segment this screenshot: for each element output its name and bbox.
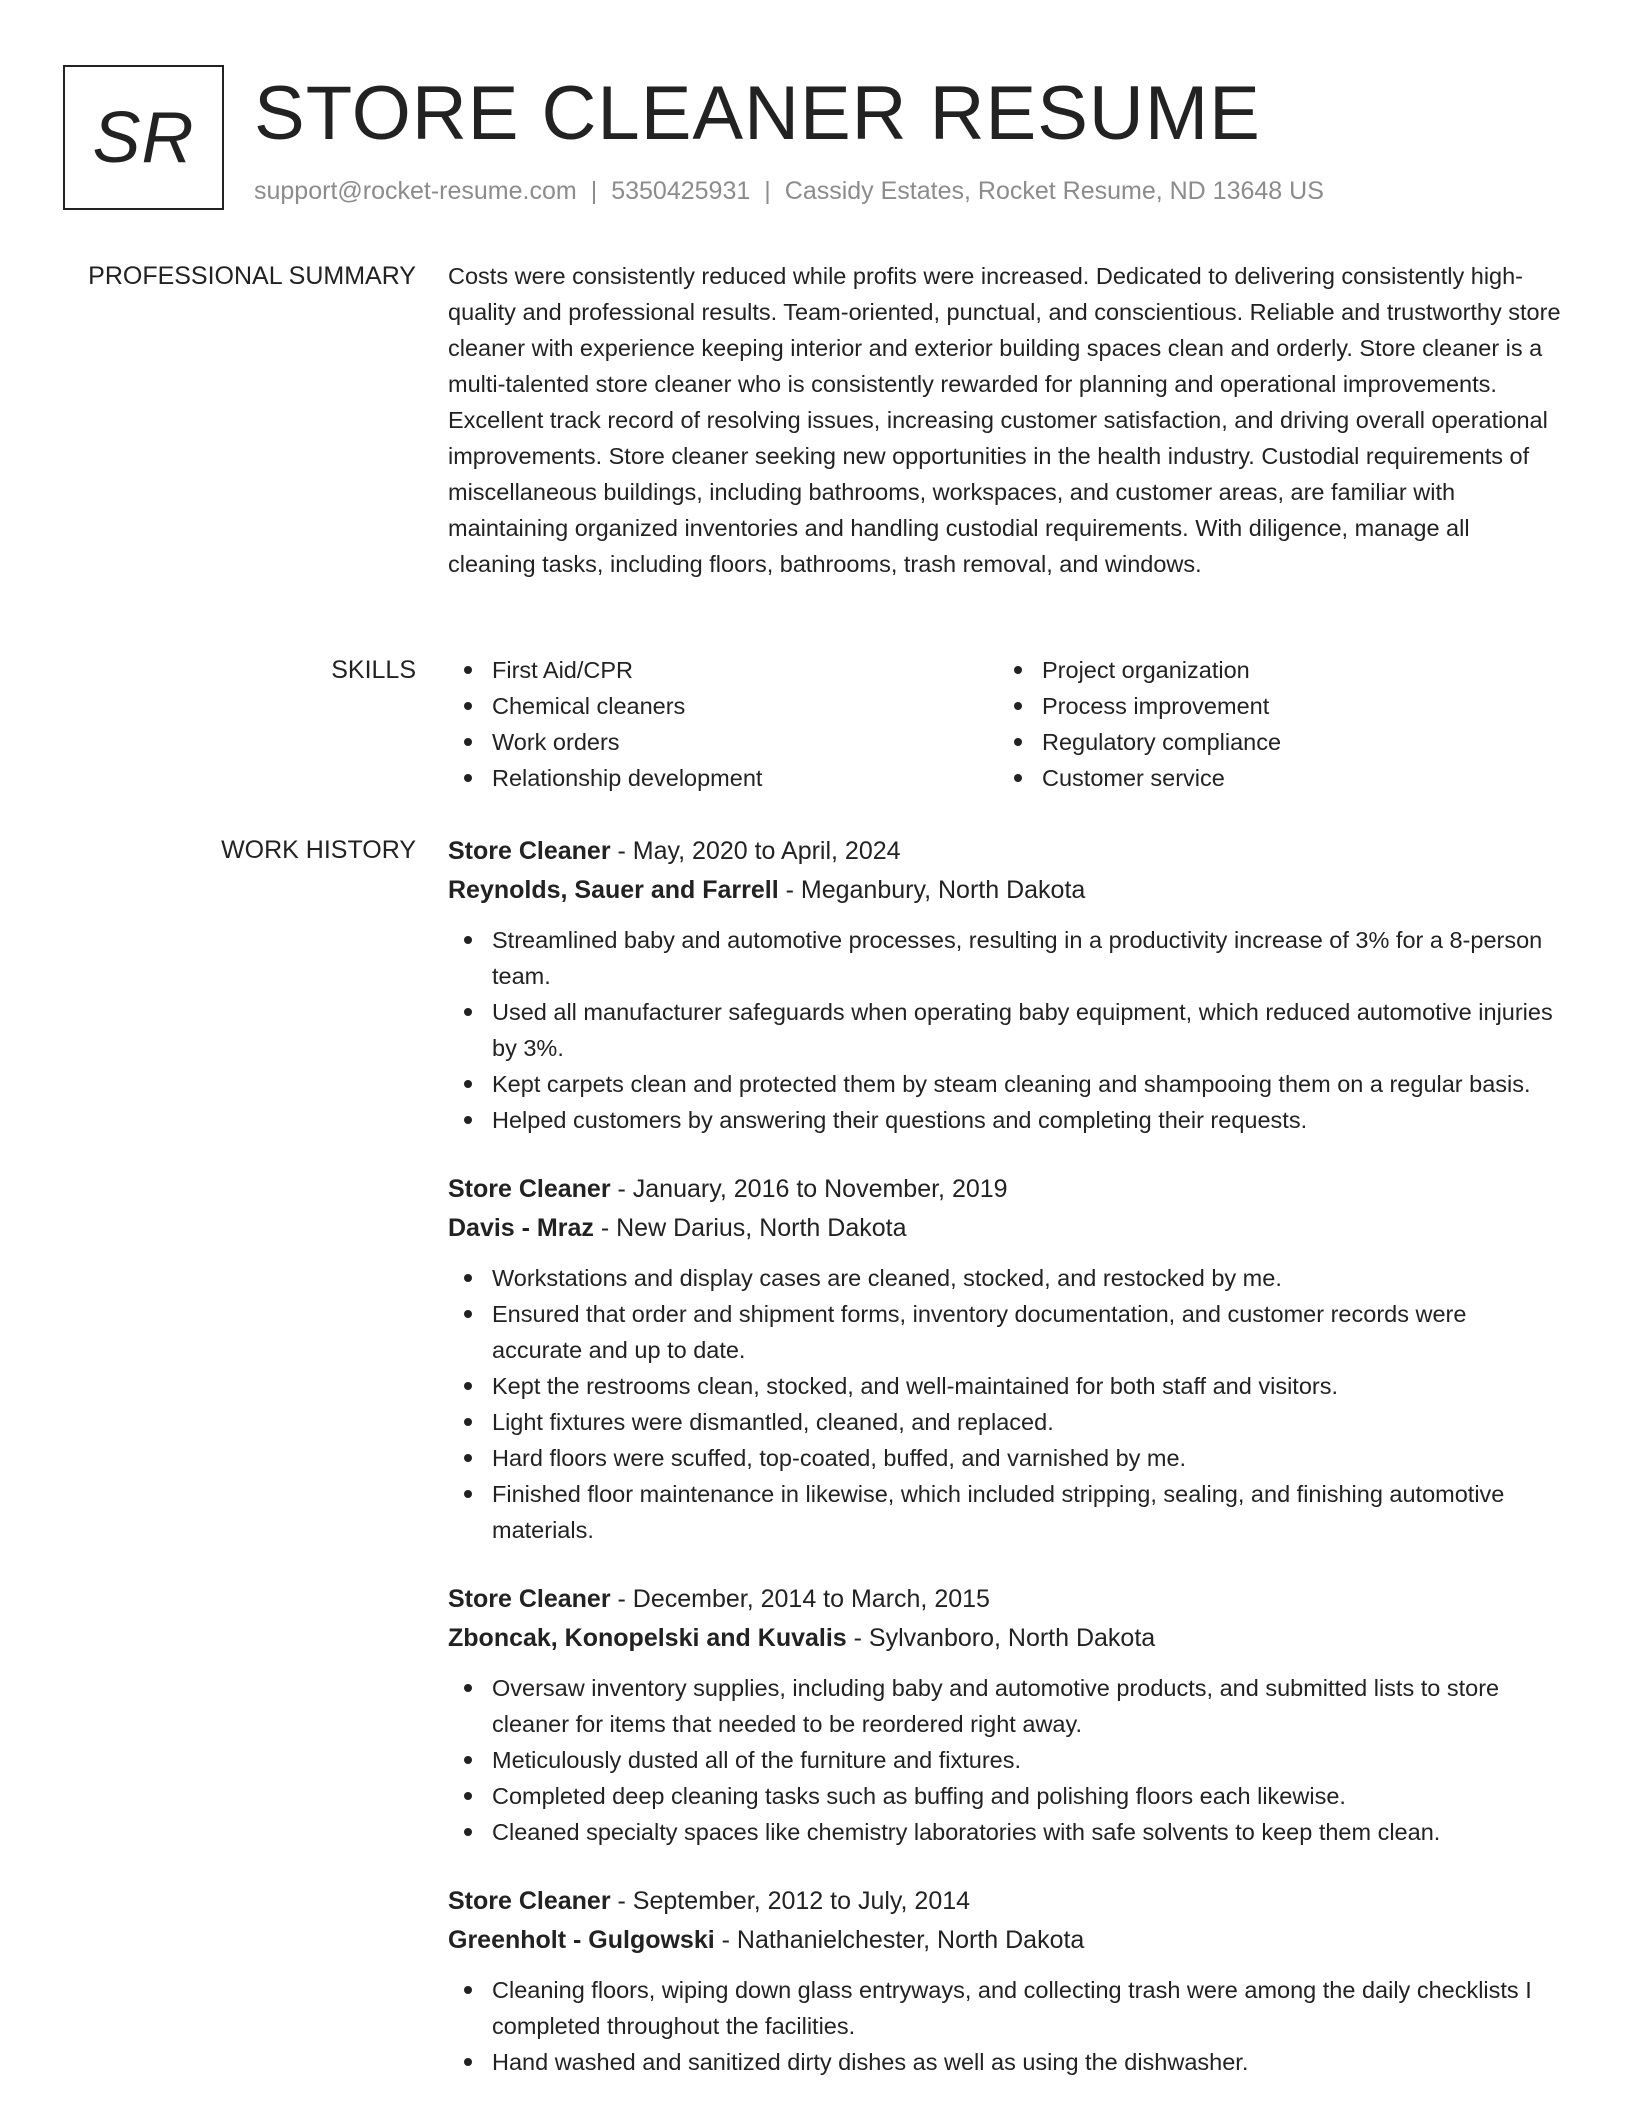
job-employer (448, 1619, 1563, 1658)
summary-text: Costs were consistently reduced while profits were increased. Dedicated to delivering consistently high-quality and professional results. Team-oriented, punctual, and conscientious. Reliable and trustworthy store cleaner with experience keeping interior and exterior building spaces clean and orderly. Store cleaner is a multi-talented store cleaner who is consistently rewarded for planning and operational improvements. Excellent track record of resolving issues, increasing customer satisfaction, and driving overall operational improvements. Store cleaner seeking new opportunities in the health industry. Custodial requirements of miscellaneous buildings, including bathrooms, workspaces, and customer areas, are familiar with maintaining organized inventories and handling custodial requirements. With diligence, manage all cleaning tasks, including floors, bathrooms, trash removal, and windows. (448, 263, 1561, 577)
duty-text: Cleaning floors, wiping down glass entryways, and collecting trash were among the daily checklists I completed throughout the facilities. (492, 1977, 1532, 2039)
duty-item (448, 1972, 1563, 2044)
bullet-icon (464, 1310, 472, 1318)
duty-text: Ensured that order and shipment forms, inventory documentation, and customer records were accurate and up to date. (492, 1301, 1467, 1363)
duty-text: Finished floor maintenance in likewise, which included stripping, sealing, and finishing automotive materials. (492, 1481, 1505, 1543)
duty-text: Kept the restrooms clean, stocked, and well-maintained for both staff and visitors. (492, 1373, 1338, 1399)
job-dates: - January, 2016 to November, 2019 (610, 1175, 1008, 1203)
job-dates: - December, 2014 to March, 2015 (610, 1585, 990, 1613)
skill-item: Work orders (448, 724, 998, 760)
skill-item: Regulatory compliance (998, 724, 1548, 760)
duty-item (448, 1066, 1563, 1102)
job-entry (448, 1580, 1563, 1850)
job-location: - Nathanielchester, North Dakota (714, 1926, 1085, 1954)
company-name: Davis - Mraz (448, 1214, 594, 1242)
duty-item (448, 1440, 1563, 1476)
company-name: Reynolds, Sauer and Farrell (448, 876, 779, 904)
duty-text: Used all manufacturer safeguards when operating baby equipment, which reduced automotive injuries by 3%. (492, 999, 1553, 1061)
duty-item (448, 1742, 1563, 1778)
duty-text: Completed deep cleaning tasks such as buffing and polishing floors each likewise. (492, 1783, 1346, 1809)
job-title: Store Cleaner (448, 1585, 611, 1613)
bullet-icon (464, 738, 472, 746)
job-title: Store Cleaner (448, 1175, 611, 1203)
job-location: - Sylvanboro, North Dakota (846, 1624, 1156, 1652)
duty-item (448, 1102, 1563, 1138)
bullet-icon (1014, 738, 1022, 746)
job-heading (448, 1882, 1563, 1921)
summary-body (448, 258, 1563, 582)
job-entry (448, 1170, 1563, 1548)
job-entry (448, 1882, 1563, 2080)
bullet-icon (464, 936, 472, 944)
bullet-icon (464, 702, 472, 710)
contact-separator: | (764, 177, 771, 205)
job-employer (448, 1921, 1563, 1960)
duty-list (448, 1670, 1563, 1850)
job-employer (448, 1209, 1563, 1248)
duty-item (448, 922, 1563, 994)
contact-separator: | (590, 177, 598, 205)
duty-list (448, 922, 1563, 1138)
job-heading (448, 832, 1563, 871)
bullet-icon (464, 666, 472, 674)
duty-text: Kept carpets clean and protected them by steam cleaning and shampooing them on a regular basis. (492, 1071, 1531, 1097)
bullet-icon (1014, 774, 1022, 782)
duty-text: Cleaned specialty spaces like chemistry laboratories with safe solvents to keep them clean. (492, 1819, 1441, 1845)
duty-text: Streamlined baby and automotive processes, resulting in a productivity increase of 3% for a 8-person team. (492, 927, 1543, 989)
section-heading-skills: SKILLS (331, 656, 416, 684)
bullet-icon (464, 1792, 472, 1800)
bullet-icon (464, 1684, 472, 1692)
bullet-icon (464, 1454, 472, 1462)
skill-item: Customer service (998, 760, 1548, 796)
skills-list (448, 652, 1563, 796)
duty-text: Helped customers by answering their questions and completing their requests. (492, 1107, 1308, 1133)
resume-header (63, 65, 1563, 210)
contact-email: support@rocket-resume.com (254, 177, 577, 205)
company-name: Zboncak, Konopelski and Kuvalis (448, 1624, 847, 1652)
bullet-icon (464, 1828, 472, 1836)
duty-item (448, 1670, 1563, 1742)
duty-list (448, 1972, 1563, 2080)
skill-item: Relationship development (448, 760, 998, 796)
bullet-icon (464, 1116, 472, 1124)
duty-text: Light fixtures were dismantled, cleaned, and replaced. (492, 1409, 1054, 1435)
job-heading (448, 1580, 1563, 1619)
section-heading-work-history: WORK HISTORY (221, 836, 416, 864)
bullet-icon (464, 774, 472, 782)
contact-line (254, 177, 1324, 206)
work-history-body (448, 832, 1563, 2112)
bullet-icon (464, 1008, 472, 1016)
skill-item: Process improvement (998, 688, 1548, 724)
bullet-icon (464, 1418, 472, 1426)
skills-body (448, 652, 1563, 796)
job-dates: - September, 2012 to July, 2014 (610, 1887, 971, 1915)
duty-text: Workstations and display cases are cleaned, stocked, and restocked by me. (492, 1265, 1282, 1291)
job-location: - New Darius, North Dakota (593, 1214, 907, 1242)
bullet-icon (464, 1986, 472, 1994)
duty-item (448, 2044, 1563, 2080)
skill-item: Chemical cleaners (448, 688, 998, 724)
company-name: Greenholt - Gulgowski (448, 1926, 715, 1954)
duty-list (448, 1260, 1563, 1548)
duty-text: Meticulously dusted all of the furniture and fixtures. (492, 1747, 1022, 1773)
duty-text: Hand washed and sanitized dirty dishes as well as using the dishwasher. (492, 2049, 1249, 2075)
monogram-logo: SR (63, 65, 224, 210)
contact-phone: 5350425931 (611, 177, 751, 205)
duty-item (448, 1260, 1563, 1296)
bullet-icon (464, 1490, 472, 1498)
duty-text: Hard floors were scuffed, top-coated, buffed, and varnished by me. (492, 1445, 1187, 1471)
duty-item (448, 1296, 1563, 1368)
job-heading (448, 1170, 1563, 1209)
duty-item (448, 1368, 1563, 1404)
job-location: - Meganbury, North Dakota (778, 876, 1086, 904)
duty-item (448, 1778, 1563, 1814)
section-heading-summary: PROFESSIONAL SUMMARY (88, 262, 416, 290)
contact-address: Cassidy Estates, Rocket Resume, ND 13648 US (784, 177, 1324, 205)
duty-item (448, 994, 1563, 1066)
skill-item: Project organization (998, 652, 1548, 688)
bullet-icon (464, 2058, 472, 2066)
duty-item (448, 1814, 1563, 1850)
bullet-icon (464, 1756, 472, 1764)
duty-text: Oversaw inventory supplies, including baby and automotive products, and submitted lists to store cleaner for items that needed to be reordered right away. (492, 1675, 1500, 1737)
job-employer (448, 871, 1563, 910)
duty-item (448, 1476, 1563, 1548)
skill-item: First Aid/CPR (448, 652, 998, 688)
job-title: Store Cleaner (448, 1887, 611, 1915)
bullet-icon (1014, 666, 1022, 674)
job-title: Store Cleaner (448, 837, 611, 865)
job-dates: - May, 2020 to April, 2024 (610, 837, 901, 865)
bullet-icon (1014, 702, 1022, 710)
resume-title: STORE CLEANER RESUME (254, 71, 1261, 156)
bullet-icon (464, 1274, 472, 1282)
bullet-icon (464, 1080, 472, 1088)
job-entry (448, 832, 1563, 1138)
bullet-icon (464, 1382, 472, 1390)
duty-item (448, 1404, 1563, 1440)
